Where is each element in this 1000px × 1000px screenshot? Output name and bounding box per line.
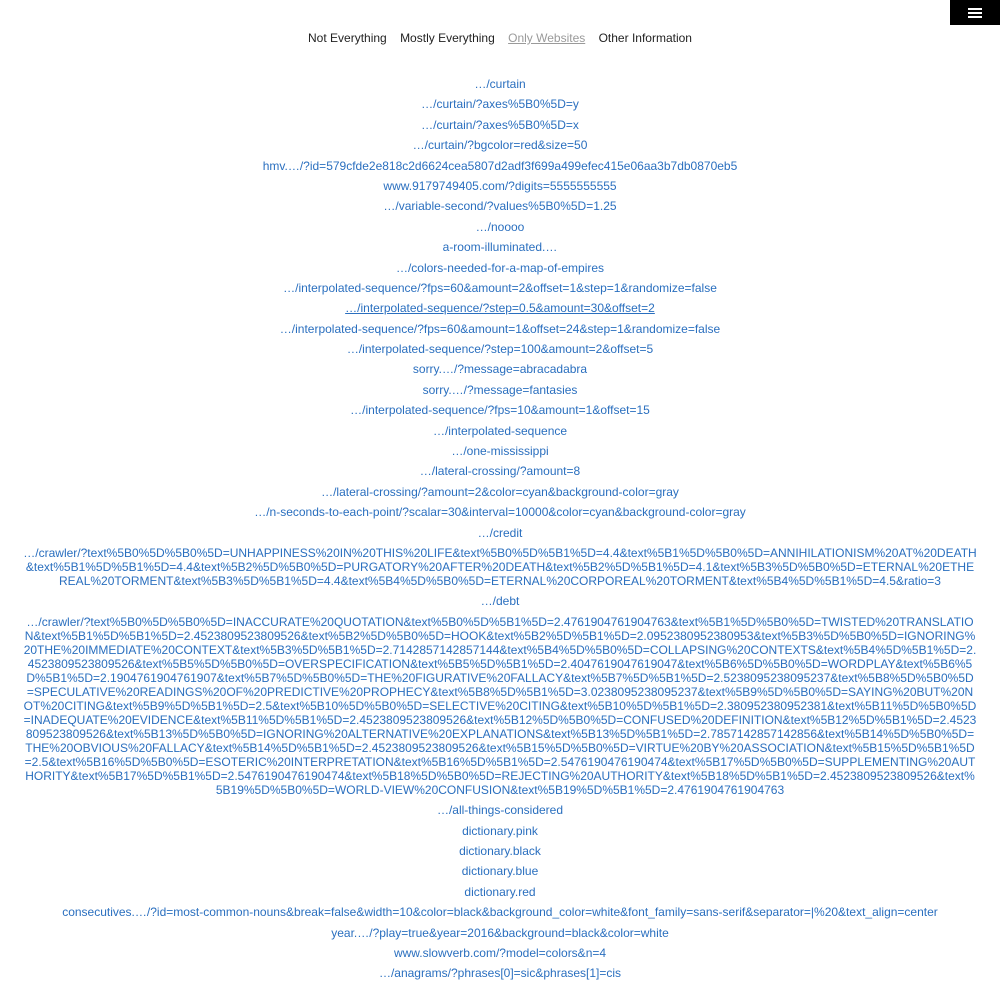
website-link[interactable]: sorry.…/?message=abracadabra xyxy=(412,362,588,377)
website-link[interactable]: …/one-mississippi xyxy=(451,444,549,459)
website-link[interactable]: dictionary.black xyxy=(459,843,541,858)
website-link[interactable]: …/lateral-crossing/?amount=8 xyxy=(419,464,581,479)
website-link[interactable]: …/curtain/?axes%5B0%5D=y xyxy=(421,97,579,112)
website-link[interactable]: …/lateral-crossing/?amount=2&color=cyan&background-color=gray xyxy=(321,484,679,499)
website-link[interactable]: …/credit xyxy=(477,525,523,540)
website-link[interactable]: …/noooo xyxy=(475,219,525,234)
website-link[interactable]: sorry.…/?message=fantasies xyxy=(422,382,578,397)
website-link[interactable]: …/interpolated-sequence xyxy=(432,423,568,438)
website-link[interactable]: dictionary.pink xyxy=(462,823,538,838)
website-link[interactable]: year.…/?play=true&year=2016&background=black&color=white xyxy=(331,925,669,940)
website-link[interactable]: …/interpolated-sequence/?fps=60&amount=1&offset=24&step=1&randomize=false xyxy=(279,321,721,336)
nav-item-only-websites[interactable]: Only Websites xyxy=(508,31,586,45)
top-nav xyxy=(0,31,1000,46)
website-link[interactable]: dictionary.blue xyxy=(461,864,539,879)
website-link[interactable]: …/n-seconds-to-each-point/?scalar=30&interval=10000&color=cyan&background-color=gray xyxy=(254,505,746,520)
website-link[interactable]: dictionary.red xyxy=(464,884,536,899)
website-link[interactable]: consecutives.…/?id=most-common-nouns&break=false&width=10&color=black&background_color=white&font_family=sans-serif&separator=|%20&text_align=center xyxy=(62,905,938,920)
website-link[interactable]: …/interpolated-sequence/?fps=60&amount=2&offset=1&step=1&randomize=false xyxy=(283,280,717,295)
website-link[interactable]: hmv.…/?id=579cfde2e818c2d6624cea5807d2adf3f699a499efec415e06aa3b7db0870eb5 xyxy=(262,158,738,173)
website-link[interactable]: …/debt xyxy=(480,594,520,609)
website-link[interactable]: …/crawler/?text%5B0%5D%5B0%5D=INACCURATE%20QUOTATION&text%5B0%5D%5B1%5D=2.4761904761904763&text%5B1%5D%5B0%5D=TWISTED%20TRANSLATION&text%5B1%5D%5B1%5D=2.4523809523809526&text%5B2%5D%5B0%5D=HOOK&text%5B2%5D%5B1%5D=2.0952380952380953&text%5B3%5D%5B0%5D=IGNORING%20THE%20IMMEDIATE%20CONTEXT&text%5B3%5D%5B1%5D=2.7142857142857144&text%5B4%5D%5B0%5D=COLLAPSING%20CONTEXTS&text%5B4%5D%5B1%5D=2.4523809523809526&text%5B5%5D%5B0%5D=OVERSPECIFICATION&text%5B5%5D%5B1%5D=2.4047619047619047&text%5B6%5D%5B0%5D=WORDPLAY&text%5B6%5D%5B1%5D=2.1904761904761907&text%5B7%5D%5B0%5D=THE%20FIGURATIVE%20FALLACY&text%5B7%5D%5B1%5D=2.5238095238095237&text%5B8%5D%5B0%5D=SPECULATIVE%20READINGS%20OF%20PREDICTIVE%20PROPHECY&text%5B8%5D%5B1%5D=3.0238095238095237&text%5B9%5D%5B0%5D=SAYING%20BUT%20NOT%20CITING&text%5B9%5D%5B1%5D=2.5&text%5B10%5D%5B0%5D=SELECTIVE%20CITING&text%5B10%5D%5B1%5D=2.380952380952381&text%5B11%5D%5B0%5D=INADEQUATE%20EVIDENCE&text%5B11%5D%5B1%5D=2.4523809523809526&text%5B12%5D%5B0%5D=CONFUSED%20DEFINITION&text%5B12%5D%5B1%5D=2.4523809523809526&text%5B13%5D%5B0%5D=IGNORING%20ALTERNATIVE%20EXPLANATIONS&text%5B13%5D%5B1%5D=2.7857142857142856&text%5B14%5D%5B0%5D=THE%20OBVIOUS%20FALLACY&text%5B14%5D%5B1%5D=2.4523809523809526&text%5B15%5D%5B0%5D=VIRTUE%20BY%20ASSOCIATION&text%5B15%5D%5B1%5D=2.5&text%5B16%5D%5B0%5D=ESOTERIC%20INTERPRETATION&text%5B16%5D%5B1%5D=2.5476190476190474&text%5B17%5D%5B0%5D=SUPPLEMENTING%20AUTHORITY&text%5B17%5D%5B1%5D=2.5476190476190474&text%5B18%5D%5B0%5D=REJECTING%20AUTHORITY&text%5B18%5D%5B1%5D=2.4523809523809526&text%5B19%5D%5B0%5D=WORLD-VIEW%20CONFUSION&text%5B19%5D%5B1%5D=2.4761904761904763 xyxy=(23,614,977,797)
website-link[interactable]: www.slowverb.com/?model=colors&n=4 xyxy=(393,945,607,960)
website-link-list xyxy=(23,77,977,987)
menu-button[interactable] xyxy=(950,0,1000,25)
website-link[interactable]: …/interpolated-sequence/?step=100&amount=2&offset=5 xyxy=(346,342,654,357)
website-link[interactable]: …/interpolated-sequence/?step=0.5&amount=30&offset=2 xyxy=(345,301,655,316)
nav-item-not-everything[interactable]: Not Everything xyxy=(308,31,387,45)
nav-item-other-information[interactable]: Other Information xyxy=(598,31,692,45)
nav-item-mostly-everything[interactable]: Mostly Everything xyxy=(400,31,495,45)
website-link[interactable]: …/interpolated-sequence/?fps=10&amount=1&offset=15 xyxy=(350,403,650,418)
hamburger-icon xyxy=(968,8,982,18)
website-link[interactable]: …/crawler/?text%5B0%5D%5B0%5D=UNHAPPINESS%20IN%20THIS%20LIFE&text%5B0%5D%5B1%5D=4.4&text%5B1%5D%5B0%5D=ANNIHILATIONISM%20AT%20DEATH&text%5B1%5D%5B1%5D=4.4&text%5B2%5D%5B0%5D=PURGATORY%20AFTER%20DEATH&text%5B2%5D%5B1%5D=4.1&text%5B3%5D%5B0%5D=ETERNAL%20ETHEREAL%20TORMENT&text%5B3%5D%5B1%5D=4.4&text%5B4%5D%5B0%5D=ETERNAL%20CORPOREAL%20TORMENT&text%5B4%5D%5B1%5D=4.5&ratio=3 xyxy=(23,545,977,588)
website-link[interactable]: …/colors-needed-for-a-map-of-empires xyxy=(395,260,605,275)
website-link[interactable]: …/variable-second/?values%5B0%5D=1.25 xyxy=(383,199,617,214)
website-link[interactable]: a-room-illuminated.… xyxy=(442,240,558,255)
website-link[interactable]: …/curtain xyxy=(474,77,526,91)
website-link[interactable]: …/anagrams/?phrases[0]=sic&phrases[1]=cis xyxy=(378,966,622,981)
website-link[interactable]: …/all-things-considered xyxy=(436,803,564,818)
website-link[interactable]: www.9179749405.com/?digits=5555555555 xyxy=(383,178,617,193)
website-link[interactable]: …/curtain/?axes%5B0%5D=x xyxy=(421,117,579,132)
website-link[interactable]: …/curtain/?bgcolor=red&size=50 xyxy=(412,138,588,153)
